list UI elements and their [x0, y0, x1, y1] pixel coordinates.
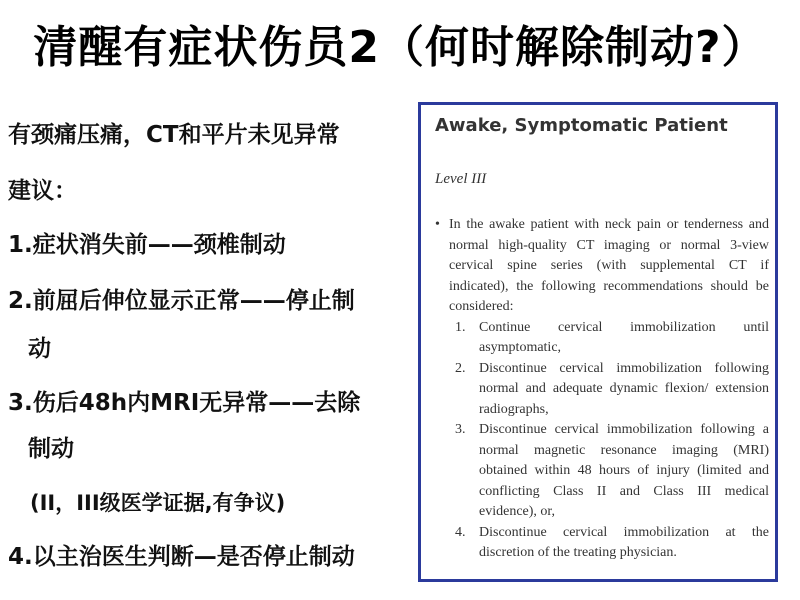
- guideline-item-4: [455, 523, 769, 564]
- slide-title: 清醒有症状伤员2（何时解除制动?）: [33, 22, 767, 73]
- recommendation-2-line1: 2.前屈后伸位显示正常——停止制: [8, 288, 355, 314]
- recommendation-1: 1.症状消失前——颈椎制动: [8, 232, 286, 258]
- item-text: Discontinue cervical immobilization following normal and adequate dynamic flexion/ extension radiographs,: [479, 360, 769, 417]
- guideline-item-1: [455, 318, 769, 359]
- finding-text: 有颈痛压痛，CT和平片未见异常: [8, 122, 340, 148]
- excerpt-title: Awake, Symptomatic Patient: [435, 115, 728, 136]
- excerpt-body: [435, 215, 769, 564]
- guideline-item-3: [455, 420, 769, 523]
- item-number: 3.: [455, 422, 466, 437]
- item-number: 2.: [455, 360, 466, 376]
- evidence-level: Level III: [435, 171, 487, 187]
- suggest-label: 建议：: [8, 178, 77, 204]
- item-number: 1.: [455, 319, 466, 335]
- recommendation-3-line1: 3.伤后48h内MRI无异常——去除: [8, 390, 361, 416]
- item-number: 4.: [455, 524, 466, 540]
- item-text: Continue cervical immobilization until asymptomatic,: [479, 319, 769, 355]
- intro-paragraph: [435, 215, 769, 318]
- item-text: Discontinue cervical immobilization following a normal magnetic resonance imaging (MRI) obtained within 48 hours of injury (limited and conflicting Class II and Class III medical evidence), or,: [479, 422, 769, 519]
- recommendation-2-line2: 动: [28, 336, 51, 362]
- intro-text: In the awake patient with neck pain or tenderness and normal high-quality CT imaging or normal 3-view cervical spine series (with supplemental CT if indicated), the following recommendations should be considered:: [449, 217, 769, 314]
- recommendation-3-line2: 制动: [28, 436, 74, 462]
- evidence-note: (II，III级医学证据,有争议): [30, 491, 286, 515]
- recommendation-4: 4.以主治医生判断—是否停止制动: [8, 544, 355, 570]
- guideline-excerpt-box: [418, 102, 778, 582]
- guideline-item-2: [455, 359, 769, 421]
- bullet-icon: •: [435, 217, 440, 232]
- item-text: Discontinue cervical immobilization at the discretion of the treating physician.: [479, 524, 769, 560]
